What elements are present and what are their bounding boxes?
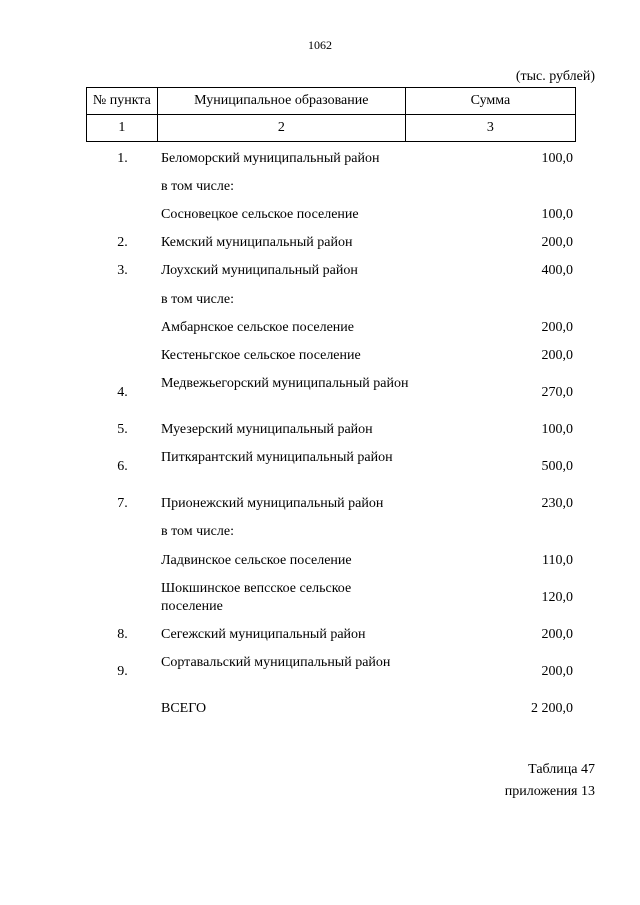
row-name: Лоухский муниципальный район [161,263,358,278]
row-name: Кемский муниципальный район [161,235,353,250]
table-row [86,234,576,252]
table-caption: Таблица 47 [528,762,595,777]
table-row [86,421,576,439]
row-name: Сосновецкое сельское поселение [161,207,359,222]
unit-label: (тыс. рублей) [515,69,595,84]
page-number: 1062 [308,38,332,52]
row-sum: 2 200,0 [531,701,573,716]
header-row [87,88,576,115]
table-row [86,347,576,365]
row-number: 8. [117,627,128,642]
row-sum: 200,0 [541,320,573,335]
row-number: 9. [117,664,128,679]
row-name: Питкярантский муниципальный район [161,450,393,465]
row-name: Прионежский муниципальный район [161,496,384,511]
row-name: ВСЕГО [161,701,207,716]
row-sum: 200,0 [541,627,573,642]
column-index-1: 1 [87,115,158,142]
header-sum: Сумма [405,88,575,115]
row-sum: 270,0 [541,385,573,400]
row-name: в том числе: [161,524,234,539]
row-sum: 100,0 [541,422,573,437]
table-row [86,375,576,411]
table-row [86,291,576,309]
row-sum: 110,0 [542,553,573,568]
table-row [86,580,576,616]
row-number: 6. [117,459,128,474]
row-name: Сортавальский муниципальный район [161,655,391,670]
row-name: Кестеньгское сельское поселение [161,348,361,363]
row-name: Амбарнское сельское поселение [161,320,354,335]
row-sum: 200,0 [541,348,573,363]
table-row [86,654,576,690]
table-row [86,319,576,337]
table-row-total [86,700,576,718]
row-sum: 100,0 [541,151,573,166]
row-sum: 120,0 [541,590,573,605]
column-index-row [87,115,576,142]
row-number: 4. [117,385,128,400]
table-row [86,206,576,224]
appendix-caption: приложения 13 [504,784,595,799]
row-name: Медвежьегорский муниципальный район [161,376,409,391]
row-name: в том числе: [161,292,234,307]
row-sum: 500,0 [541,459,573,474]
row-name: Муезерский муниципальный район [161,422,373,437]
row-sum: 230,0 [541,496,573,511]
row-sum: 100,0 [541,207,573,222]
column-index-3: 3 [405,115,575,142]
table-row [86,523,576,541]
row-name: Шокшинское вепсское сельское поселение [161,581,352,614]
table-row [86,552,576,570]
table-row [86,262,576,280]
row-name: Сегежский муниципальный район [161,627,366,642]
row-number: 1. [117,151,128,166]
row-sum: 200,0 [541,235,573,250]
row-number: 2. [117,235,128,250]
row-number: 5. [117,422,128,437]
row-name: Ладвинское сельское поселение [161,553,352,568]
column-index-2: 2 [157,115,405,142]
row-name: в том числе: [161,179,234,194]
table-header [86,87,576,142]
table-row [86,449,576,485]
row-sum: 400,0 [541,263,573,278]
row-sum: 200,0 [541,664,573,679]
header-number: № пункта [87,88,158,115]
table-row [86,178,576,196]
table-row [86,626,576,644]
table-row [86,150,576,168]
table-row [86,495,576,513]
row-number: 3. [117,263,128,278]
header-municipality: Муниципальное образование [157,88,405,115]
row-name: Беломорский муниципальный район [161,151,380,166]
row-number: 7. [117,496,128,511]
